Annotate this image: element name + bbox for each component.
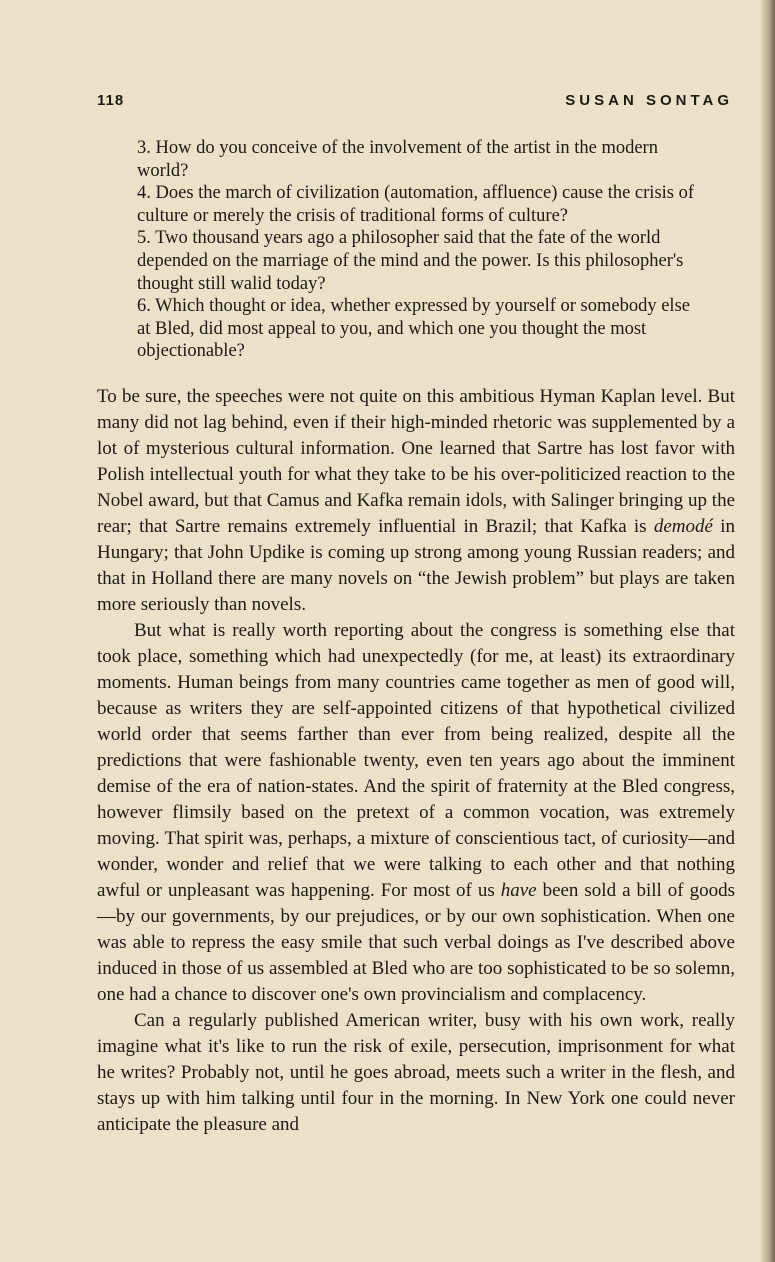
question-item: 6. Which thought or idea, whether expressed by yourself or somebody else at Bled, did most appeal to you, and which one you thought the most objectionable?: [137, 296, 690, 362]
question-item: 4. Does the march of civilization (automation, affluence) cause the crisis of culture or merely the crisis of traditional forms of culture?: [137, 183, 695, 226]
paragraph-text: But what is really worth reporting about the congress is something else that took place, something which had unexpectedly (for me, at least) its extraordinary moments. Human beings from many countries came together as men of good will, because as writers they are self-appointed citizens of that hypothetical civilized world order that seems farther than ever from being realized, despite all the predictions that were fashionable twenty, even ten years ago about the imminent demise of the era of nation-states. And the spirit of fraternity at the Bled congress, however flimsily based on the pretext of a common vocation, was extremely moving. That spirit was, perhaps, a mixture of conscientious tact, of curiosity—and wonder, wonder and relief that we were talking to each other and that nothing awful or unpleasant was happening. For most of us: [97, 620, 735, 901]
paragraph: [97, 618, 735, 1008]
paragraph-text: in Hungary; that John Updike is coming up strong among young Russian readers; and that in Holland there are many novels on “the Jewish problem” but plays are taken more seriously than novels.: [97, 516, 736, 615]
running-title: SUSAN SONTAG: [565, 92, 733, 109]
emphasis: demodé: [653, 516, 713, 537]
paragraph-text: been sold a bill of goods—by our governments, by our prejudices, or by our own sophistication. When one was able to repress the easy smile that such verbal doings as I've described above induced in those of us assembled at Bled who are too sophisticated to be so solemn, one had a chance to discover one's own provincialism and complacency.: [97, 880, 736, 1005]
paragraph: [97, 384, 735, 618]
paragraph-text: To be sure, the speeches were not quite on this ambitious Hyman Kaplan level. But many did not lag behind, even if their high-minded rhetoric was supplemented by a lot of mysterious cultural information. One learned that Sartre has lost favor with Polish intellectual youth for what they take to be his over-politicized reaction to the Nobel award, but that Camus and Kafka remain idols, with Salinger bringing up the rear; that Sartre remains extremely influential in Brazil; that Kafka is: [97, 386, 735, 537]
emphasis: have: [500, 880, 537, 901]
page-edge-shadow: [761, 0, 775, 1262]
question-item: 5. Two thousand years ago a philosopher said that the fate of the world depended on the marriage of the mind and the power. Is this philosopher's thought still walid today?: [137, 228, 684, 294]
question-list: [137, 137, 697, 363]
body-text: [97, 384, 735, 1138]
question-item: 3. How do you conceive of the involvement of the artist in the modern world?: [137, 138, 658, 181]
paragraph: Can a regularly published American writer, busy with his own work, really imagine what it's like to run the risk of exile, persecution, imprisonment for what he writes? Probably not, until he goes abroad, meets such a writer in the flesh, and stays up with him talking until four in the morning. In New York one could never anticipate the pleasure and: [97, 1010, 735, 1135]
running-head: [97, 92, 733, 116]
page-number: 118: [97, 92, 125, 109]
